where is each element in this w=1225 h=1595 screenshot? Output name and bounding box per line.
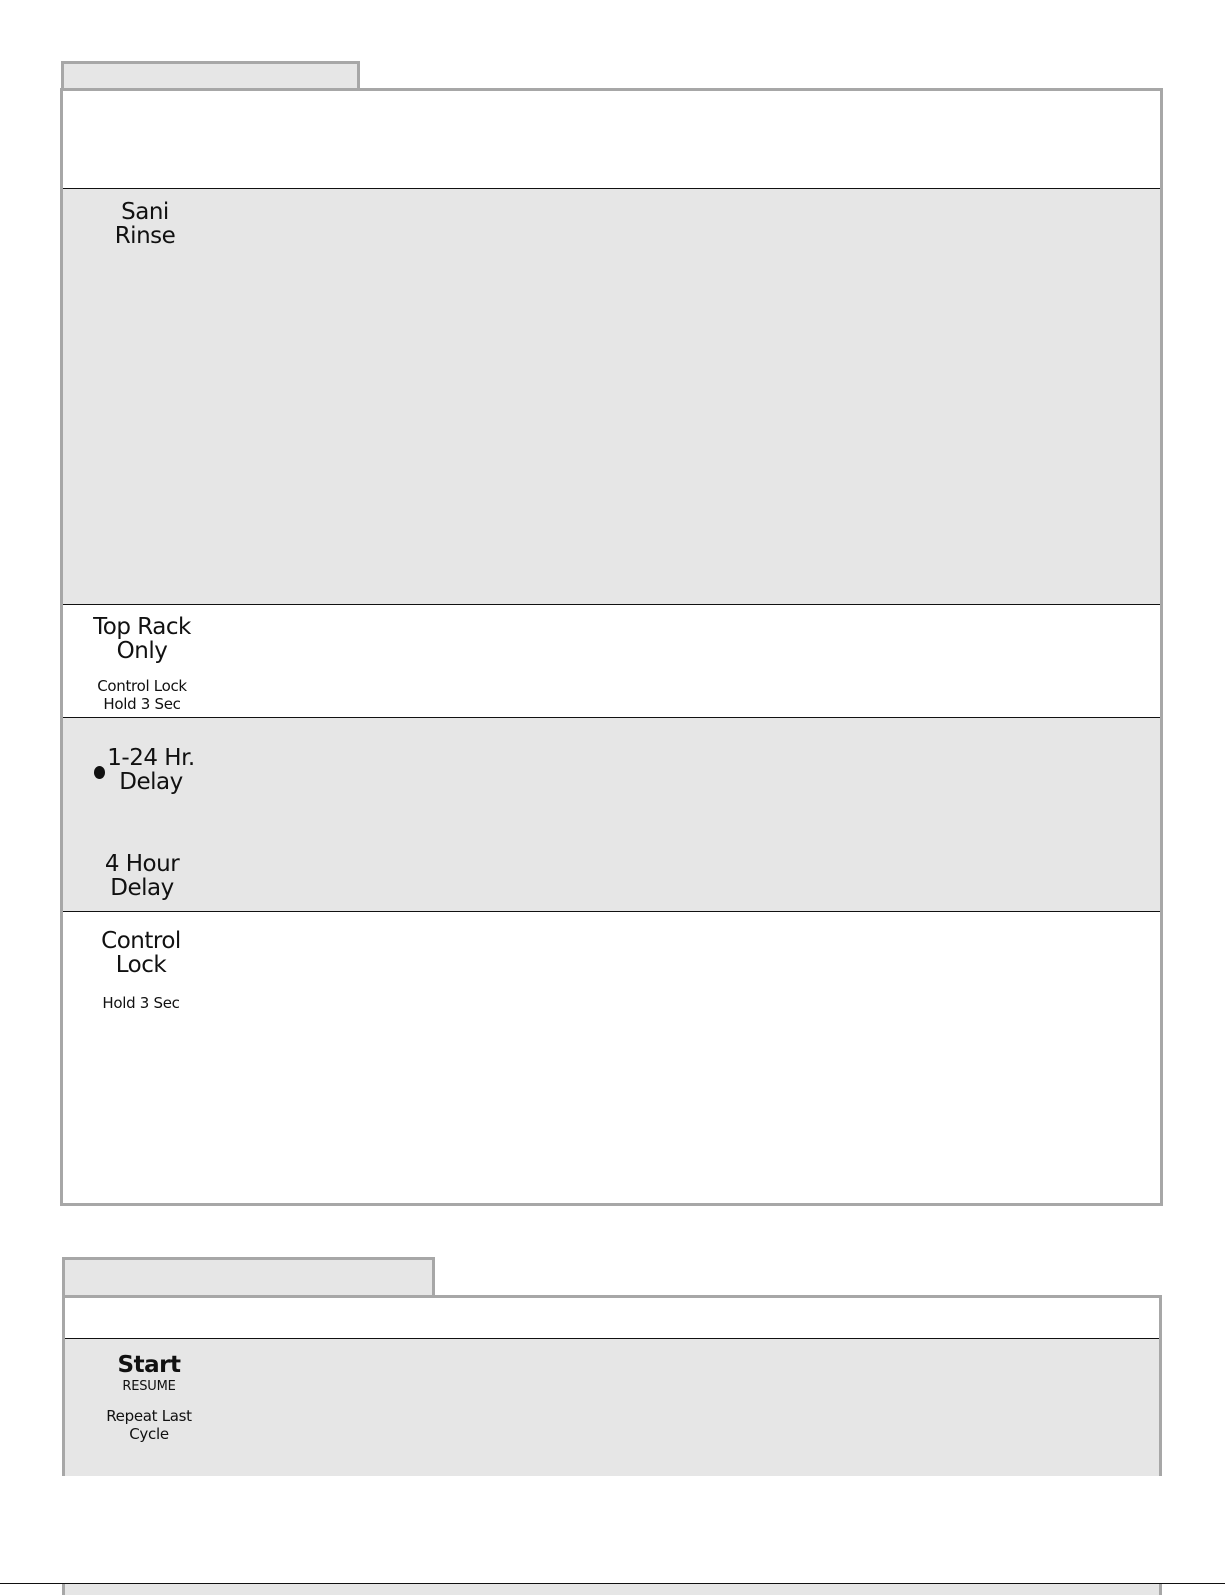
- control-lock-label: Control Lock: [101, 928, 181, 979]
- resume-label: RESUME: [122, 1379, 176, 1394]
- control-lock-row: [63, 911, 1160, 1206]
- page-bottom-rule: [0, 1583, 1225, 1584]
- indicator-light: [94, 766, 105, 779]
- top-rack-only-row: [63, 604, 1160, 717]
- options-header-row: [63, 91, 1160, 188]
- start-section-tab: [62, 1257, 435, 1297]
- start-header-row: [65, 1298, 1159, 1338]
- options-section-tab: [61, 61, 360, 91]
- sani-rinse-label: Sani Rinse: [114, 199, 176, 250]
- repeat-last-cycle-label: Repeat Last Cycle: [106, 1407, 192, 1443]
- top-rack-only-label: Top Rack Only: [93, 614, 191, 665]
- start-label: Start: [117, 1352, 181, 1378]
- page-bottom-mask: [0, 1476, 1225, 1583]
- hold-3-sec-label: Hold 3 Sec: [102, 994, 180, 1012]
- delay-24-label: 1-24 Hr. Delay: [107, 745, 195, 796]
- sani-rinse-row: [63, 188, 1160, 604]
- control-lock-hint: Control Lock Hold 3 Sec: [97, 677, 187, 713]
- delay-4-label: 4 Hour Delay: [104, 851, 180, 902]
- options-table: [60, 88, 1163, 1206]
- delay-row: [63, 717, 1160, 911]
